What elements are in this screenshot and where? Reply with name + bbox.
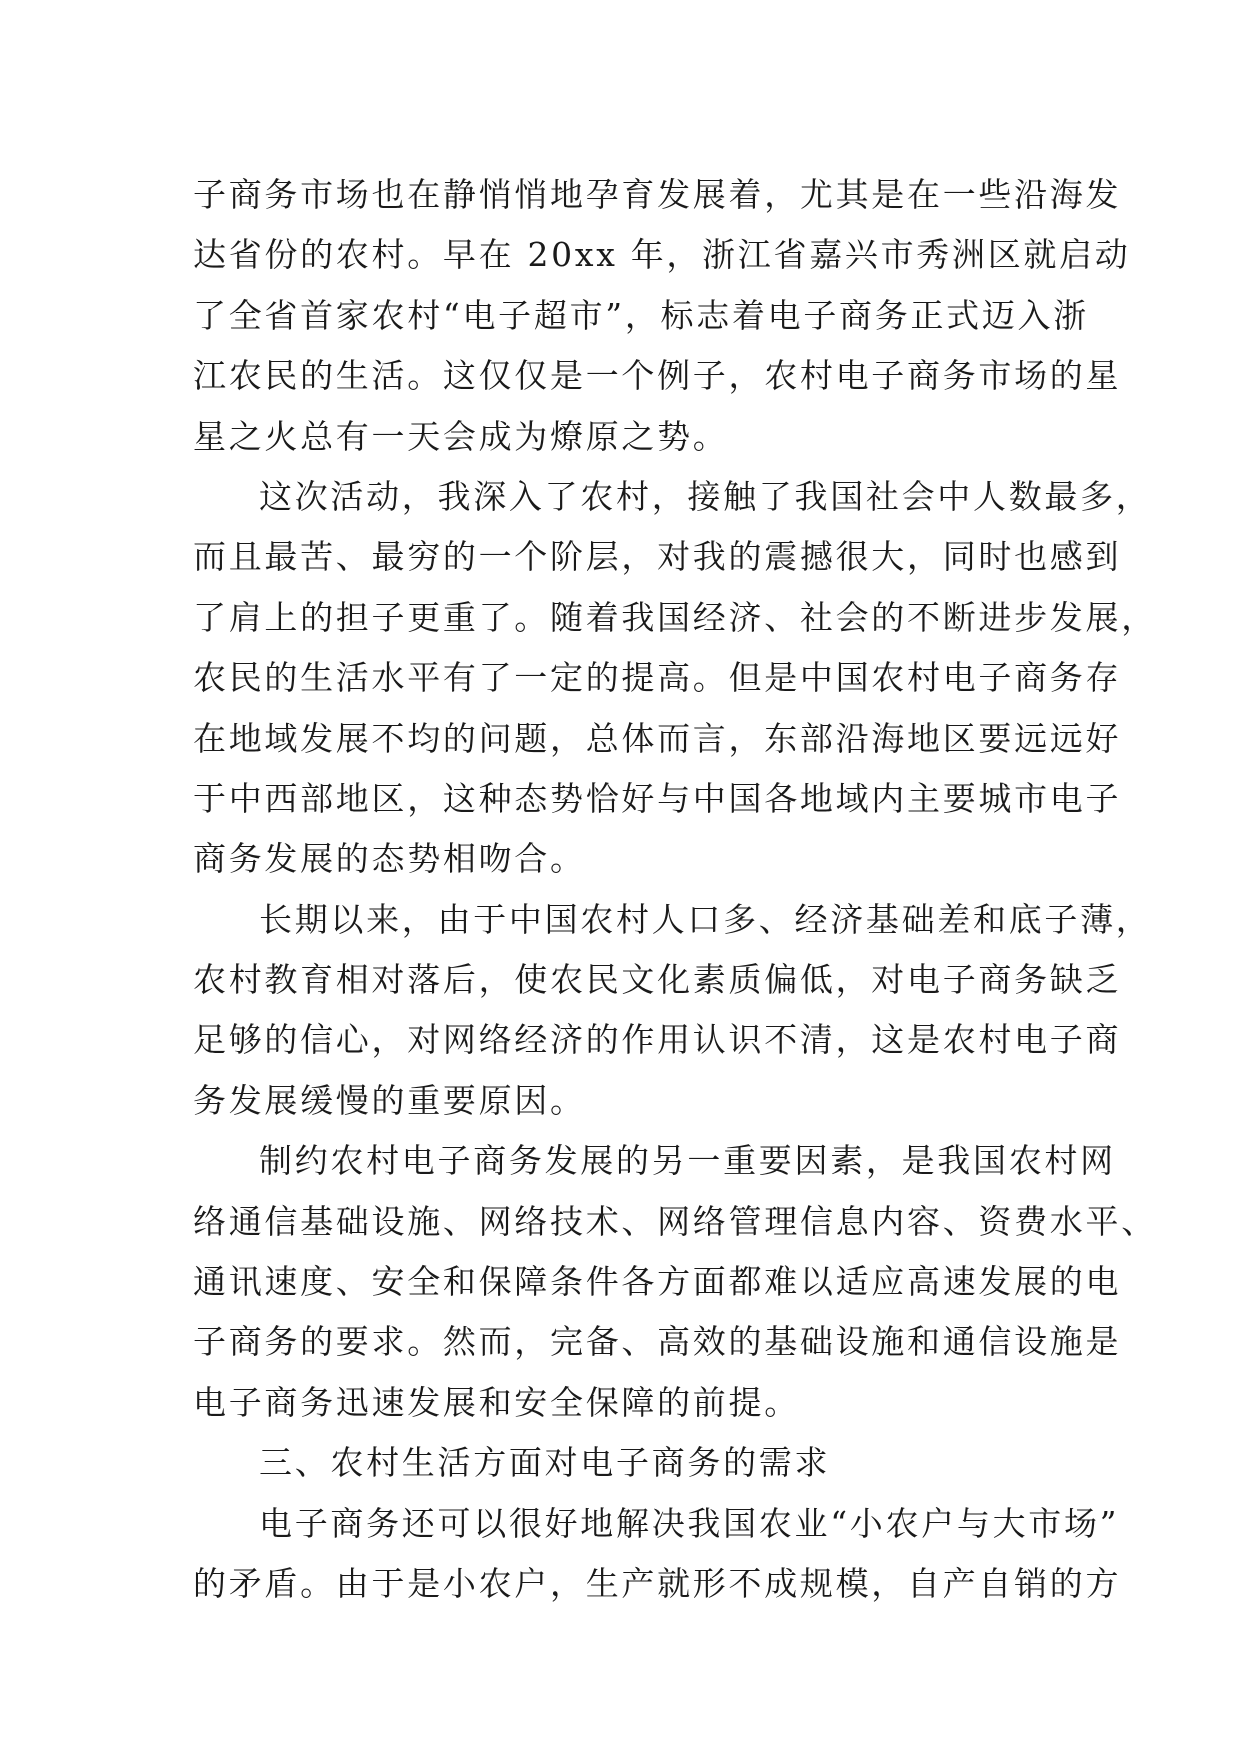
text-line: 电子商务还可以很好地解决我国农业“小农户与大市场” (259, 1503, 1120, 1543)
text-line: 达省份的农村。早在 20xx 年，浙江省嘉兴市秀洲区就启动 (193, 235, 1131, 275)
text-line: 而且最苦、最穷的一个阶层，对我的震撼很大，同时也感到 (193, 537, 1122, 577)
document-body (193, 165, 1157, 1614)
text-line: 星之火总有一天会成为燎原之势。 (193, 416, 729, 456)
text-line: 通讯速度、安全和保障条件各方面都难以适应高速发展的电 (193, 1262, 1122, 1302)
text-line: 农民的生活水平有了一定的提高。但是中国农村电子商务存 (193, 658, 1122, 698)
text-line: 长期以来，由于中国农村人口多、经济基础差和底子薄， (259, 899, 1152, 939)
text-line: 农村教育相对落后，使农民文化素质偏低，对电子商务缺乏 (193, 960, 1122, 1000)
text-line: 子商务的要求。然而，完备、高效的基础设施和通信设施是 (193, 1322, 1122, 1362)
text-line: 足够的信心，对网络经济的作用认识不清，这是农村电子商 (193, 1020, 1122, 1060)
text-line: 这次活动，我深入了农村，接触了我国社会中人数最多， (259, 476, 1152, 516)
text-line: 商务发展的态势相吻合。 (193, 839, 586, 879)
text-line: 子商务市场也在静悄悄地孕育发展着，尤其是在一些沿海发 (193, 175, 1122, 214)
text-line: 电子商务迅速发展和安全保障的前提。 (193, 1382, 800, 1422)
text-line: 在地域发展不均的问题，总体而言，东部沿海地区要远远好 (193, 718, 1122, 758)
section-heading: 三、农村生活方面对电子商务的需求 (259, 1443, 831, 1483)
text-line: 的矛盾。由于是小农户，生产就形不成规模，自产自销的方 (193, 1563, 1122, 1603)
text-line: 了肩上的担子更重了。随着我国经济、社会的不断进步发展， (193, 597, 1157, 637)
text-line: 江农民的生活。这仅仅是一个例子，农村电子商务市场的星 (193, 356, 1122, 396)
text-line: 于中西部地区，这种态势恰好与中国各地域内主要城市电子 (193, 778, 1122, 818)
text-line: 了全省首家农村“电子超市”，标志着电子商务正式迈入浙 (193, 295, 1089, 335)
text-line: 络通信基础设施、网络技术、网络管理信息内容、资费水平、 (193, 1201, 1157, 1241)
text-line: 制约农村电子商务发展的另一重要因素，是我国农村网 (259, 1141, 1116, 1181)
text-line: 务发展缓慢的重要原因。 (193, 1080, 586, 1120)
